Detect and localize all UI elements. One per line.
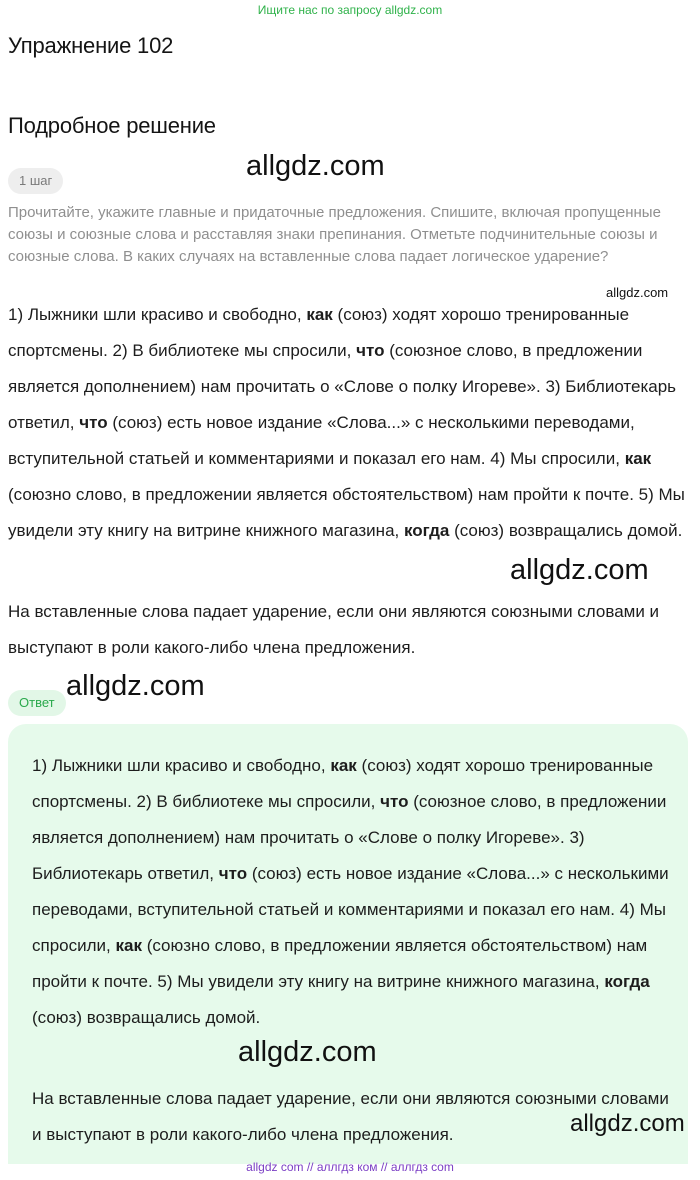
solution-fragment: (союз) возвращались домой. <box>454 521 683 540</box>
answer-fragment: (союз) есть новое издание «Слова...» с несколькими переводами, вступительной статьей и комментариями и показал его нам. 4) Мы спросили, <box>32 864 669 955</box>
answer-text <box>32 748 672 1036</box>
solution-fragment: 1) Лыжники шли красиво и свободно, <box>8 305 302 324</box>
conjunction-word: что <box>380 792 409 811</box>
watermark: allgdz.com <box>510 554 649 586</box>
answer-fragment: 1) Лыжники шли красиво и свободно, <box>32 756 326 775</box>
solution-fragment: (союз) ходят хорошо тренированные спортсмены. 2) В библиотеке мы спросили, <box>8 305 630 360</box>
answer-badge: Ответ <box>8 690 66 716</box>
answer-fragment: (союз) ходят хорошо тренированные спортсмены. 2) В библиотеке мы спросили, <box>32 756 654 811</box>
task-text: Прочитайте, укажите главные и придаточные предложения. Спишите, включая пропущенные союзы и союзные слова и расставляя знаки препинания. Отметьте подчинительные союзы и союзные слова. В каких случаях на вставленные слова падает логическое ударение? <box>8 204 661 265</box>
conjunction-word: что <box>218 864 248 883</box>
solution-fragment: (союз) есть новое издание «Слова...» с несколькими переводами, вступительной статьей и комментариями и показал его нам. 4) Мы спросили, <box>8 413 635 468</box>
conjunction-word: что <box>356 341 385 360</box>
step-badge: 1 шаг <box>8 168 63 194</box>
watermark: allgdz.com <box>606 285 669 300</box>
conjunction-word: когда <box>403 521 450 540</box>
search-hint: Ищите нас по запросу allgdz.com <box>257 3 443 17</box>
watermark: allgdz.com <box>66 670 205 702</box>
solution-fragment: (союзное слово, в предложении является дополнением) нам прочитать о «Слове о полку Игореве». 3) Библиотекарь ответил, <box>8 341 677 432</box>
conjunction-word: как <box>115 936 142 955</box>
solution-fragment: (союзно слово, в предложении является обстоятельством) нам пройти к почте. 5) Мы увидели эту книгу на витрине книжного магазина, <box>8 485 685 540</box>
answer-fragment: (союзное слово, в предложении является дополнением) нам прочитать о «Слове о полку Игореве». 3) Библиотекарь ответил, <box>32 792 667 883</box>
answer-stress-note: На вставленные слова падает ударение, если они являются союзными словами и выступают в роли какого-либо члена предложения. <box>32 1089 669 1144</box>
watermark: allgdz.com <box>246 150 385 182</box>
solution-text <box>8 297 692 549</box>
answer-fragment: (союз) возвращались домой. <box>32 1008 261 1027</box>
watermark: allgdz.com <box>570 1110 685 1137</box>
stress-note: На вставленные слова падает ударение, если они являются союзными словами и выступают в роли какого-либо члена предложения. <box>8 602 660 657</box>
conjunction-word: когда <box>604 972 650 991</box>
page-title: Упражнение 102 <box>8 33 174 58</box>
footer-links[interactable]: allgdz com // аллгдз ком // аллгдз com <box>246 1160 454 1174</box>
watermark: allgdz.com <box>238 1036 377 1068</box>
answer-fragment: (союзно слово, в предложении является обстоятельством) нам пройти к почте. 5) Мы увидели эту книгу на витрине книжного магазина, <box>32 936 648 991</box>
conjunction-word: что <box>79 413 108 432</box>
conjunction-word: как <box>330 756 357 775</box>
section-title: Подробное решение <box>8 113 216 138</box>
conjunction-word: как <box>306 305 333 324</box>
conjunction-word: как <box>624 449 652 468</box>
